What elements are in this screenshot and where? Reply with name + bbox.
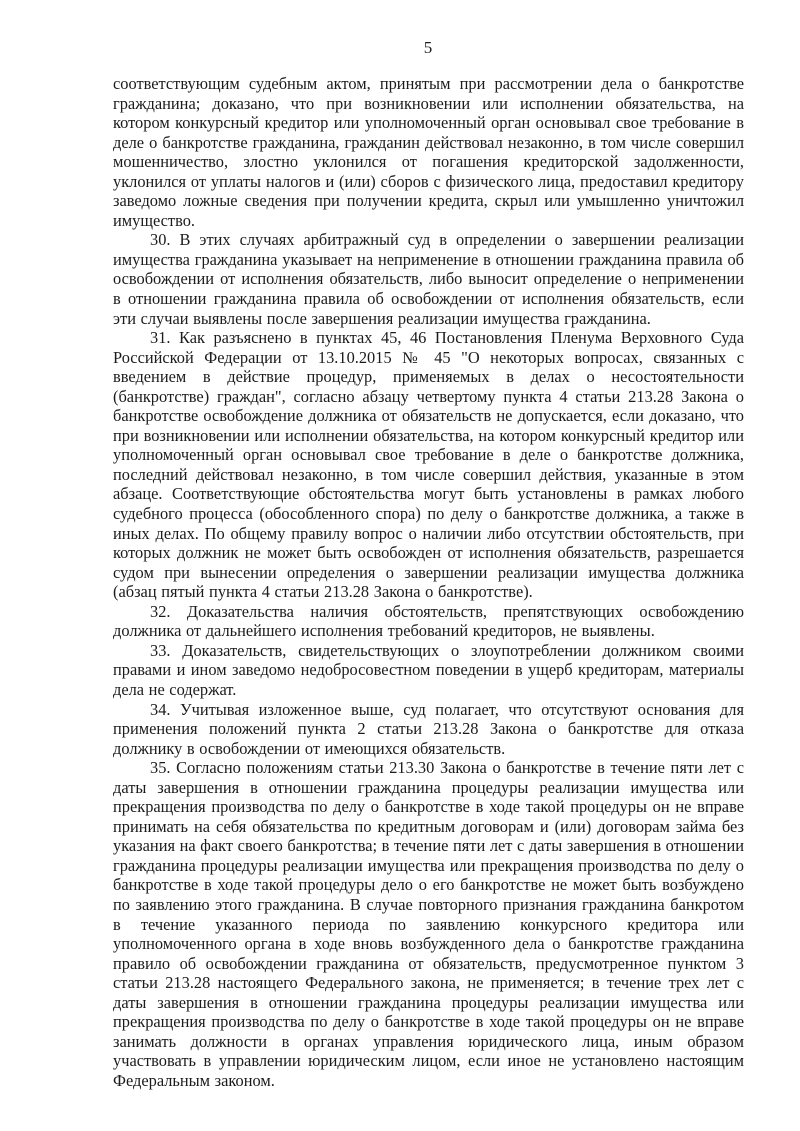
paragraph-32: 32. Доказательства наличия обстоятельств, препятствующих освобождению должника от дальнейшего исполнения требований кредиторов, не выявлены. (113, 601, 744, 641)
paragraph-30: 30. В этих случаях арбитражный суд в определении о завершении реализации имущества гражданина указывает на неприменение в отношении гражданина правила об освобождении от исполнения обязательств, либо выносит определение о неприменении в отношении гражданина правила об освобождении от исполнения обязательств, если эти случаи выявлены после завершения реализации имущества гражданина. (113, 230, 744, 328)
page-number: 5 (423, 38, 433, 57)
paragraph-34: 34. Учитывая изложенное выше, суд полагает, что отсутствуют основания для применения положений пункта 2 статьи 213.28 Закона о банкротстве для отказа должнику в освобождении от имеющихся обязательств. (113, 699, 744, 758)
paragraph-31: 31. Как разъяснено в пунктах 45, 46 Постановления Пленума Верховного Суда Российской Федерации от 13.10.2015 № 45 "О некоторых вопросах, связанных с введением в действие процедур, применяемых в делах о несостоятельности (банкротстве) граждан", согласно абзацу четвертому пункта 4 статьи 213.28 Закона о банкротстве освобождение должника от обязательств не допускается, если доказано, что при возникновении или исполнении обязательства, на котором конкурсный кредитор или уполномоченный орган основывал свое требование в деле о банкротстве должника, последний действовал незаконно, в том числе совершил действия, указанные в этом абзаце. Соответствующие обстоятельства могут быть установлены в рамках любого судебного процесса (обособленного спора) по делу о банкротстве должника, а также в иных делах. По общему правилу вопрос о наличии либо отсутствии обстоятельств, при которых должник не может быть освобожден от исполнения обязательств, разрешается судом при вынесении определения о завершении реализации имущества должника (абзац пятый пункта 4 статьи 213.28 Закона о банкротстве). (113, 328, 744, 602)
document-body (113, 74, 744, 1090)
paragraph-continuation: соответствующим судебным актом, принятым при рассмотрении дела о банкротстве гражданина; доказано, что при возникновении или исполнении обязательства, на котором конкурсный кредитор или уполномоченный орган основывал свое требование в деле о банкротстве гражданина, гражданин действовал незаконно, в том числе совершил мошенничество, злостно уклонился от погашения кредиторской задолженности, уклонился от уплаты налогов и (или) сборов с физического лица, предоставил кредитору заведомо ложные сведения при получении кредита, скрыл или умышленно уничтожил имущество. (113, 74, 744, 230)
paragraph-33: 33. Доказательств, свидетельствующих о злоупотреблении должником своими правами и ином заведомо недобросовестном поведении в ущерб кредиторам, материалы дела не содержат. (113, 640, 744, 699)
paragraph-35: 35. Согласно положениям статьи 213.30 Закона о банкротстве в течение пяти лет с даты завершения в отношении гражданина процедуры реализации имущества или прекращения производства по делу о банкротстве в ходе такой процедуры он не вправе принимать на себя обязательства по кредитным договорам и (или) договорам займа без указания на факт своего банкротства; в течение пяти лет с даты завершения в отношении гражданина процедуры реализации имущества или прекращения производства по делу о банкротстве в ходе такой процедуры дело о его банкротстве не может быть возбуждено по заявлению этого гражданина. В случае повторного признания гражданина банкротом в течение указанного периода по заявлению конкурсного кредитора или уполномоченного органа в ходе вновь возбужденного дела о банкротстве гражданина правило об освобождении гражданина от обязательств, предусмотренное пунктом 3 статьи 213.28 настоящего Федерального закона, не применяется; в течение трех лет с даты завершения в отношении гражданина процедуры реализации имущества или прекращения производства по делу о банкротстве в ходе такой процедуры он не вправе занимать должности в органах управления юридического лица, иным образом участвовать в управлении юридическим лицом, если иное не установлено настоящим Федеральным законом. (113, 758, 744, 1090)
